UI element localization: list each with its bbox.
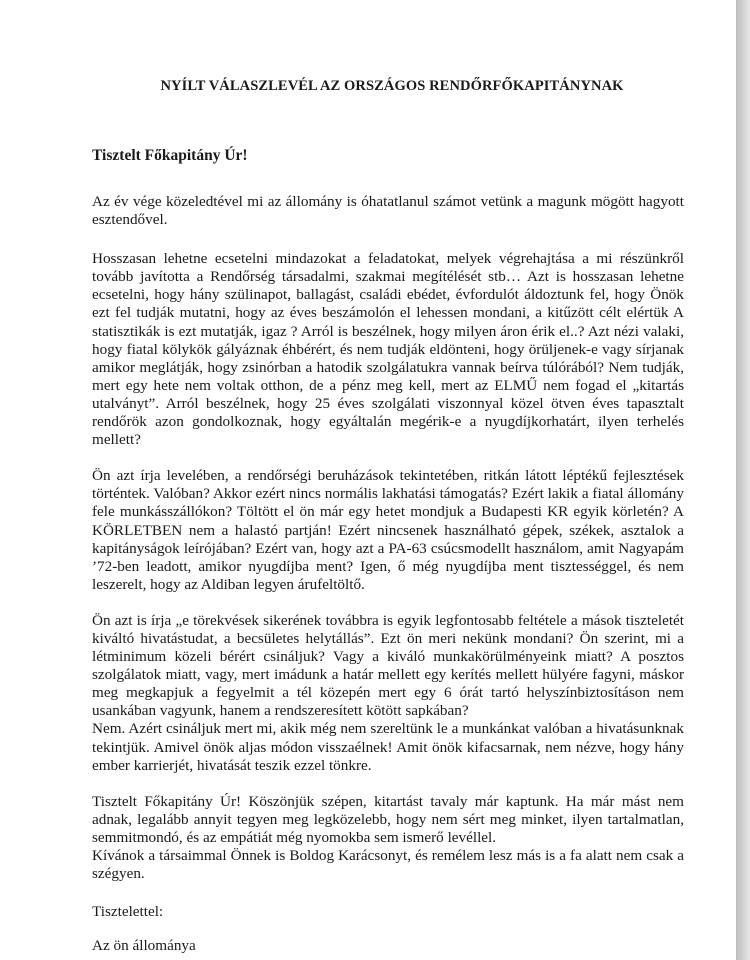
paragraph-thanks: Tisztelt Főkapitány Úr! Köszönjük szépen, kitartást tavaly már kaptunk. Ha már mást nem adnak, legalább annyit tegyen meg legközelebb, hogy nem sért meg minket, ilyen tartalmatlan, semmitmondó, és az empátiát még nyomokba sem ismerő levéllel. [92, 792, 684, 846]
page-edge-shadow [736, 0, 750, 960]
signature: Az ön állománya [92, 937, 196, 955]
paragraph-investments: Ön azt írja levelében, a rendőrségi beruházások tekintetében, ritkán látott léptékű fejlesztések történtek. Valóban? Akkor ezért nincs normális lakhatási támogatás? Ezért lakik a fiatal állomány fele munkásszállókon? Töltött el ön már egy hetet mondjuk a Budapesti KR egyik körletén? A KÖRLETBEN nem a halastó partján! Ezért nincsenek használható gépek, székek, asztalok a kapitányságok leírójában? Ezért van, hogy azt a PA-63 csúcsmodellt használom, amit Nagyapám ’72-ben leadott, amikor nyugdíjba ment? Igen, ő még nyugdíjba ment tisztességgel, és nem leszerelt, hogy az Aldiban legyen árufeltöltő. [92, 467, 684, 593]
paragraph-vocation: Ön azt is írja „e törekvések sikerének továbbra is egyik legfontosabb feltétele a mások tiszteletét kiváltó hivatástudat, a becsületes helytállás”. Ezt ön meri nekünk mondani? Ön szerint, mi a létminimum közeli bérért csináljuk? Vagy a kiváló munkakörülményeink miatt? A posztos szolgálatok miatt, vagy, mert imádunk a határ mellett egy kerítés mellett hülyére fagyni, máskor meg megkapjuk a fegyelmit a tél közepén mert egy 6 órát tartó helyszínbiztosításon nem usankában vagyunk, hanem a rendszeresített kötött sapkában? [92, 611, 684, 720]
paragraph-tasks: Hosszasan lehetne ecsetelni mindazokat a feladatokat, melyek végrehajtása a mi részünkről tovább javította a Rendőrség társadalmi, szakmai megítélését stb… Azt is hosszasan lehetne ecsetelni, hogy hány szülinapot, ballagást, családi ebédet, évfordulót áldoztunk fel, hogy Önök ezt fel tudják mutatni, hogy az éves beszámolón el lehessen mondani, a kitűzött célt elértük A statisztikák is ezt mutatják, igaz ? Arról is beszélnek, hogy milyen áron érik el..? Azt nézi valaki, hogy fiatal kölykök gályáznak éhbérért, és nem tudják eldönteni, hogy örüljenek-e vagy sírjanak amikor meglátják, hogy zsinórban a hatodik szolgálatukra vannak beírva túlórából? Nem tudják, mert egy hete nem voltak otthon, de a pénz meg kell, mert az ELMŰ nem fogad el „kitartás utalványt”. Arról beszélnek, hogy 25 éves szolgálati viszonnyal közel ötven éves tapasztalt rendőrök azon gondolkoznak, hogy egyáltalán megérik-e a nyugdíjkorhatárt, ilyen terhelés mellett? [92, 250, 684, 449]
paragraph-wishes: Kívánok a társaimmal Önnek is Boldog Karácsonyt, és remélem lesz más is a fa alatt nem csak a szégyen. [92, 847, 684, 883]
letter-title: NYÍLT VÁLASZLEVÉL AZ ORSZÁGOS RENDŐRFŐKAPITÁNYNAK [160, 78, 624, 94]
salutation: Tisztelt Főkapitány Úr! [92, 147, 248, 164]
paragraph-answer: Nem. Azért csináljuk mert mi, akik még nem szereltünk le a munkánkat valóban a hivatásunknak tekintjük. Amivel önök aljas módon visszaélnek! Amit önök kifacsarnak, nem nézve, hogy hány ember karrierjét, hivatását teszik ezzel tönkre. [92, 720, 684, 774]
closing: Tisztelettel: [92, 903, 164, 921]
paragraph-intro: Az év vége közeledtével mi az állomány is óhatatlanul számot vetünk a magunk mögött hagyott esztendővel. [92, 193, 684, 229]
